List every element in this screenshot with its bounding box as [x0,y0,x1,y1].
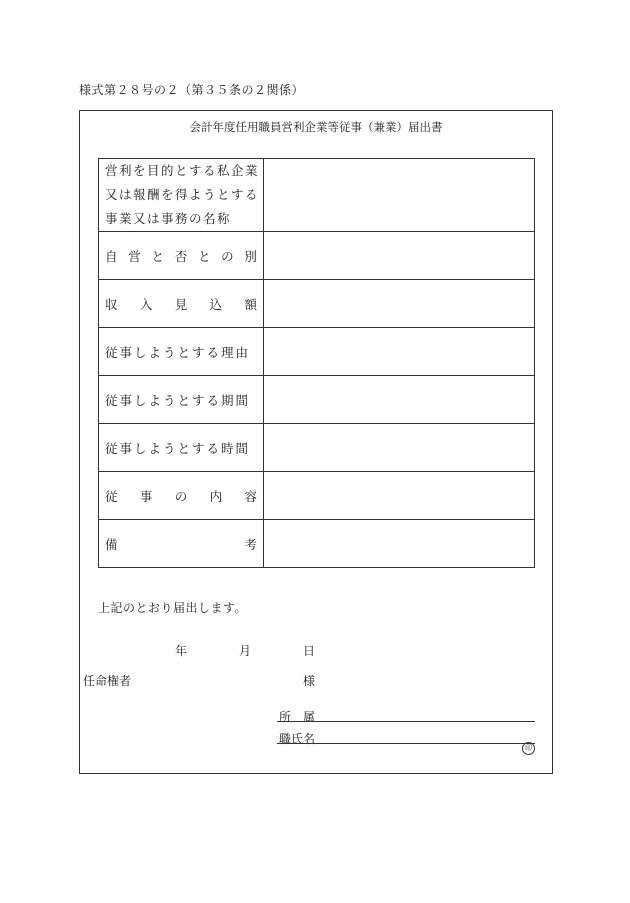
table-row [99,424,535,472]
label-char: 備 [105,536,118,552]
form-number: 様式第２８号の２（第３５条の２関係） [79,83,305,97]
label-char: の [174,488,188,504]
label-char: 考 [244,536,257,552]
affiliation-line[interactable] [277,721,535,722]
label-char: 見 [174,296,188,312]
table-row [99,520,535,568]
work-content-field[interactable] [264,472,535,520]
row-label: 従事しようとする時間 [99,424,264,472]
form-frame [79,110,553,774]
row-label: 従事しようとする期間 [99,376,264,424]
label-char: 内 [209,488,223,504]
row-label-text [105,535,257,553]
row-label [99,472,264,520]
label-char: 容 [244,488,257,504]
table-row [99,376,535,424]
name-line[interactable] [277,743,535,752]
row-label [99,280,264,328]
honorific-label: 様 [303,674,316,688]
row-label: 営利を目的とする私企業 又は報酬を得ようとする 事業又は事務の名称 [99,159,264,232]
label-char: 別 [244,248,257,264]
table-row [99,280,535,328]
day-label: 日 [303,644,316,658]
label-char: 額 [244,296,257,312]
table-row [99,232,535,280]
reason-field[interactable] [264,328,535,376]
year-label: 年 [175,644,188,658]
label-char: と [197,248,211,264]
row-label-text [105,487,257,505]
label-char: と [151,248,164,264]
month-label: 月 [239,644,252,658]
seal-icon: 印 [522,742,535,755]
row-label-text [105,295,257,313]
expected-income-field[interactable] [264,280,535,328]
label-char: 入 [139,296,153,312]
self-employment-field[interactable] [264,232,535,280]
period-field[interactable] [264,376,535,424]
row-label: 従事しようとする理由 [99,328,264,376]
label-char: 従 [105,488,118,504]
notification-table [98,158,535,568]
remarks-field[interactable] [264,520,535,568]
table-row [99,328,535,376]
row-label [99,520,264,568]
label-char: 込 [209,296,223,312]
label-char: 自 [105,248,118,264]
table-row [99,159,535,232]
label-char: 営 [128,248,141,264]
label-char: 否 [174,248,188,264]
business-name-field[interactable] [264,159,535,232]
label-char: の [221,248,234,264]
affiliation-label: 所 属 [279,710,316,724]
document-title: 会計年度任用職員営利企業等従事（兼業）届出書 [189,120,443,134]
appointing-authority-label: 任命権者 [83,674,132,688]
label-char: 事 [139,488,153,504]
row-label [99,232,264,280]
table-row [99,472,535,520]
name-label: 職氏名 [279,732,316,746]
statement-text: 上記のとおり届出します。 [98,601,248,615]
label-char: 収 [105,296,118,312]
row-label-text [105,247,257,265]
hours-field[interactable] [264,424,535,472]
